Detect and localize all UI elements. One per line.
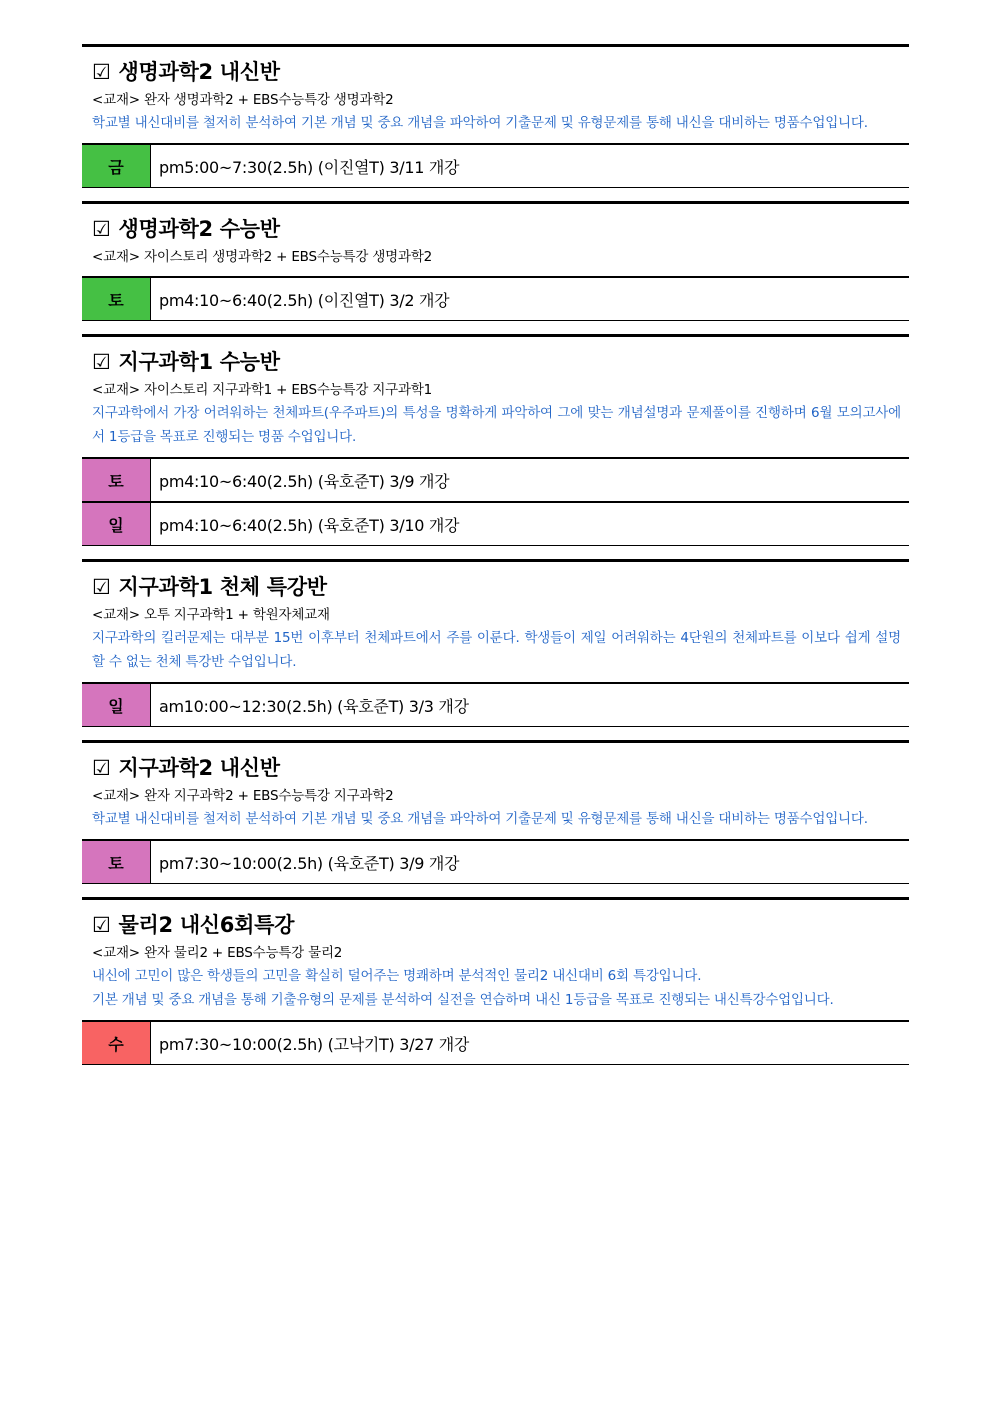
day-cell: 금 xyxy=(82,145,151,187)
schedule-table xyxy=(82,457,909,546)
schedule-row xyxy=(82,1020,909,1065)
course-header xyxy=(82,900,909,1012)
course-section xyxy=(82,559,909,727)
course-section xyxy=(82,201,909,321)
checkbox-icon: ☑ xyxy=(92,217,111,241)
schedule-row xyxy=(82,501,909,546)
schedule-row xyxy=(82,276,909,321)
day-cell: 토 xyxy=(82,841,151,883)
course-title-text: 생명과학2 수능반 xyxy=(118,217,280,241)
day-cell: 일 xyxy=(82,684,151,726)
schedule-text: pm4:10~6:40(2.5h) (이진열T) 3/2 개강 xyxy=(159,290,450,310)
checkbox-icon: ☑ xyxy=(92,575,111,599)
checkbox-icon: ☑ xyxy=(92,350,111,374)
course-description xyxy=(92,807,909,831)
schedule-text: pm7:30~10:00(2.5h) (고낙기T) 3/27 개강 xyxy=(159,1034,470,1054)
course-header xyxy=(82,562,909,674)
schedule-row xyxy=(82,839,909,884)
checkbox-icon: ☑ xyxy=(92,756,111,780)
course-textbook: <교재> 오투 지구과학1 + 학원자체교재 xyxy=(92,607,330,623)
description-paragraph: 학교별 내신대비를 철저히 분석하여 기본 개념 및 중요 개념을 파악하여 기출문제 및 유형문제를 통해 내신을 대비하는 명품수업입니다. xyxy=(92,811,868,827)
course-title xyxy=(92,55,909,89)
course-textbook: <교재> 완자 물리2 + EBS수능특강 물리2 xyxy=(92,945,343,961)
schedule-row xyxy=(82,682,909,727)
course-title xyxy=(92,908,909,942)
description-paragraph: 학교별 내신대비를 철저히 분석하여 기본 개념 및 중요 개념을 파악하여 기출문제 및 유형문제를 통해 내신을 대비하는 명품수업입니다. xyxy=(92,115,868,131)
checkbox-icon: ☑ xyxy=(92,60,111,84)
course-section xyxy=(82,897,909,1065)
schedule-text: pm4:10~6:40(2.5h) (육호준T) 3/10 개강 xyxy=(159,515,460,535)
course-title xyxy=(92,212,909,246)
schedule-text: pm4:10~6:40(2.5h) (육호준T) 3/9 개강 xyxy=(159,471,450,491)
description-paragraph: 내신에 고민이 많은 학생들의 고민을 확실히 덜어주는 명쾌하며 분석적인 물리2 내신대비 6회 특강입니다. xyxy=(92,968,702,984)
schedule-table xyxy=(82,682,909,727)
course-title xyxy=(92,751,909,785)
course-title xyxy=(92,570,909,604)
day-cell: 일 xyxy=(82,503,151,545)
course-title xyxy=(92,345,909,379)
course-title-text: 지구과학1 수능반 xyxy=(118,350,280,374)
course-textbook: <교재> 완자 생명과학2 + EBS수능특강 생명과학2 xyxy=(92,92,394,108)
course-textbook: <교재> 자이스토리 생명과학2 + EBS수능특강 생명과학2 xyxy=(92,249,433,265)
course-list xyxy=(82,44,909,1078)
day-cell: 수 xyxy=(82,1022,151,1064)
course-title-text: 생명과학2 내신반 xyxy=(118,60,280,84)
schedule-table xyxy=(82,276,909,321)
course-textbook: <교재> 자이스토리 지구과학1 + EBS수능특강 지구과학1 xyxy=(92,382,433,398)
course-title-text: 지구과학1 천체 특강반 xyxy=(118,575,327,599)
schedule-row xyxy=(82,143,909,188)
course-header xyxy=(82,47,909,135)
course-title-text: 물리2 내신6회특강 xyxy=(118,913,295,937)
day-cell: 토 xyxy=(82,278,151,320)
course-description xyxy=(92,401,909,449)
course-description xyxy=(92,626,909,674)
description-paragraph: 기본 개념 및 중요 개념을 통해 기출유형의 문제를 분석하여 실전을 연습하며 내신 1등급을 목표로 진행되는 내신특강수업입니다. xyxy=(92,992,834,1008)
course-title-text: 지구과학2 내신반 xyxy=(118,756,280,780)
course-textbook: <교재> 완자 지구과학2 + EBS수능특강 지구과학2 xyxy=(92,788,394,804)
course-section xyxy=(82,334,909,546)
course-header xyxy=(82,204,909,268)
schedule-text: pm5:00~7:30(2.5h) (이진열T) 3/11 개강 xyxy=(159,157,460,177)
checkbox-icon: ☑ xyxy=(92,913,111,937)
course-description xyxy=(92,964,909,1012)
course-section xyxy=(82,740,909,884)
course-header xyxy=(82,337,909,449)
schedule-table xyxy=(82,839,909,884)
schedule-row xyxy=(82,457,909,501)
schedule-text: am10:00~12:30(2.5h) (육호준T) 3/3 개강 xyxy=(159,696,469,716)
course-description xyxy=(92,111,909,135)
schedule-table xyxy=(82,1020,909,1065)
course-section xyxy=(82,44,909,188)
description-paragraph: 지구과학에서 가장 어려워하는 천체파트(우주파트)의 특성을 명확하게 파악하여 그에 맞는 개념설명과 문제풀이를 진행하며 6월 모의고사에서 1등급을 목표로 진행되는 명품 수업입니다. xyxy=(92,405,901,445)
course-header xyxy=(82,743,909,831)
schedule-table xyxy=(82,143,909,188)
description-paragraph: 지구과학의 킬러문제는 대부분 15번 이후부터 천체파트에서 주를 이룬다. 학생들이 제일 어려워하는 4단원의 천체파트를 이보다 쉽게 설명할 수 없는 천체 특강반 수업입니다. xyxy=(92,630,901,670)
day-cell: 토 xyxy=(82,459,151,501)
schedule-text: pm7:30~10:00(2.5h) (육호준T) 3/9 개강 xyxy=(159,853,460,873)
